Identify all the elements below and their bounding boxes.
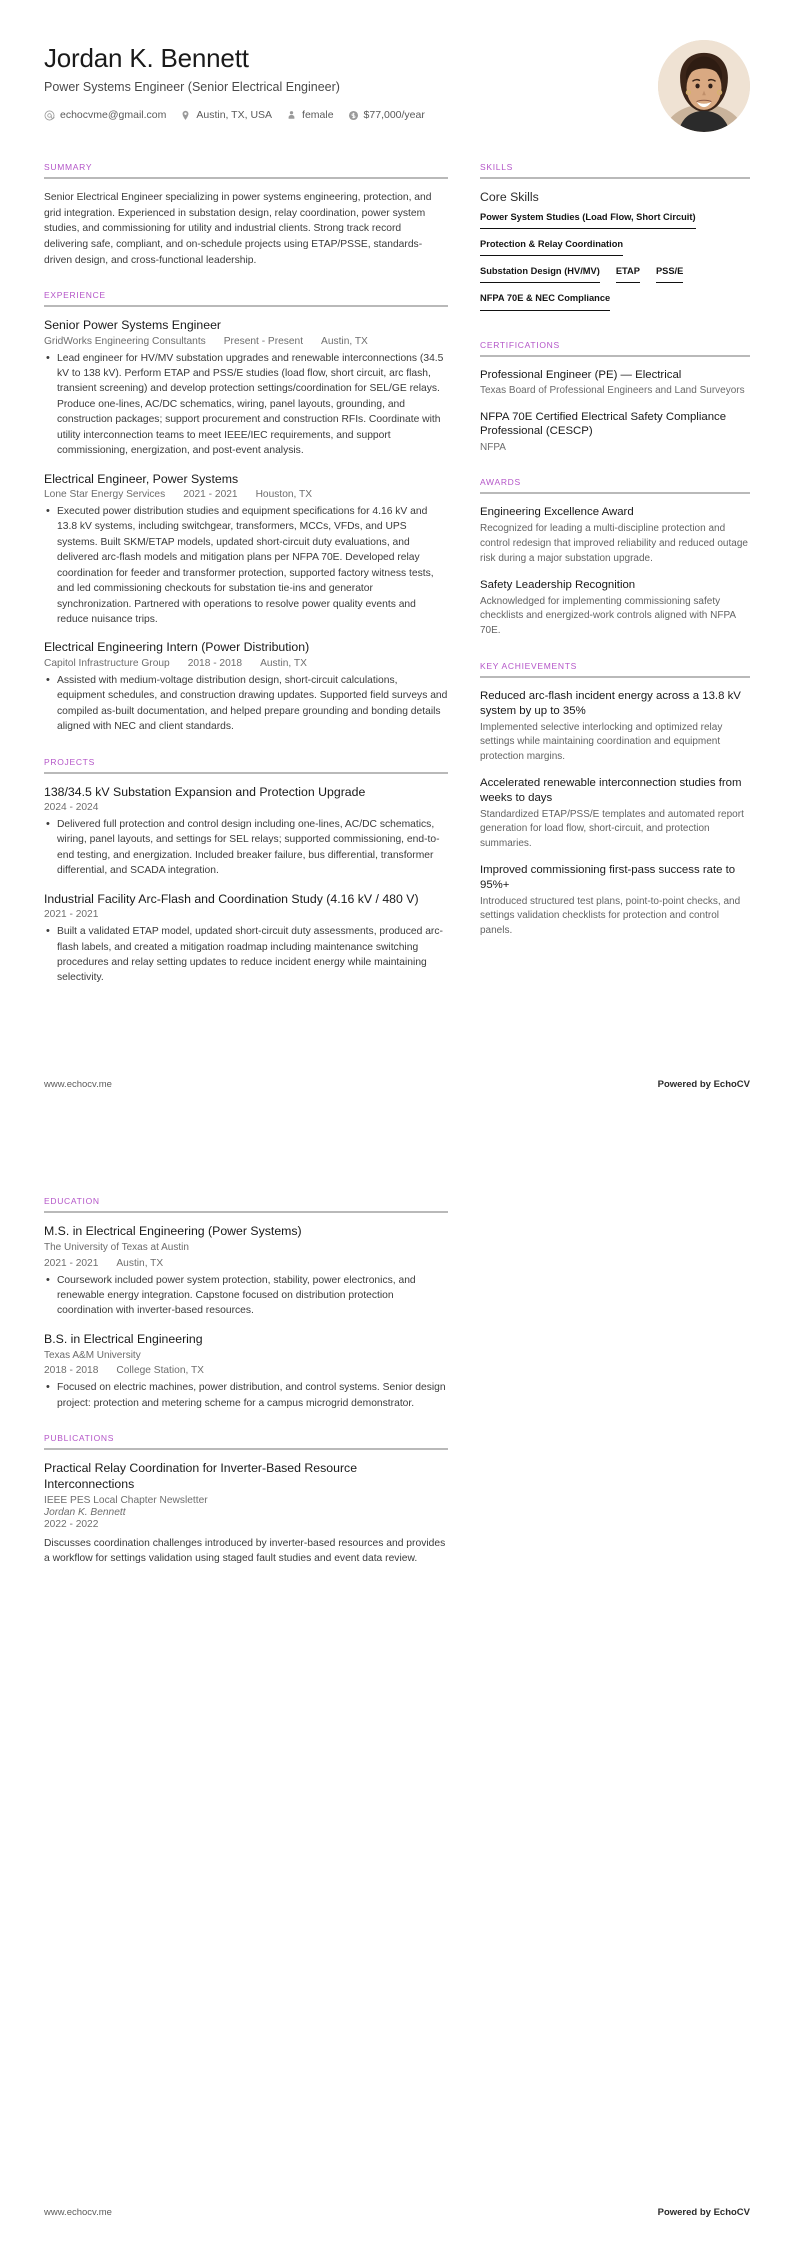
page-1-footer: [44, 1079, 750, 1090]
skill-group-name: Core Skills: [480, 190, 539, 204]
achievement-title: Reduced arc-flash incident energy across a 13.8 kV system by up to 35%: [480, 689, 741, 717]
education-meta: [44, 1365, 448, 1376]
section-heading-projects: PROJECTS: [44, 756, 95, 767]
certification-entry: [480, 410, 750, 456]
experience-bullets: [44, 351, 448, 459]
education-meta: [44, 1258, 448, 1269]
footer-website[interactable]: www.echocv.me: [44, 1079, 112, 1090]
experience-org: Capitol Infrastructure Group: [44, 657, 170, 669]
experience-meta: [44, 336, 448, 347]
experience-bullets: [44, 504, 448, 628]
experience-entry: [44, 472, 448, 628]
experience-bullets: [44, 673, 448, 735]
section-experience: [44, 290, 448, 734]
avatar: [658, 40, 750, 132]
right-column: [480, 162, 750, 961]
contact-row: [44, 109, 658, 121]
experience-location: Houston, TX: [255, 488, 313, 500]
publication-authors: Jordan K. Bennett: [44, 1506, 126, 1518]
experience-location: Austin, TX: [321, 335, 368, 347]
publication-entry: [44, 1461, 448, 1566]
award-description: Recognized for leading a multi-discipline protection and control redesign that improved reliability and reduced outage risk during a major substation upgrade.: [480, 523, 748, 564]
achievement-entry: [480, 776, 750, 852]
experience-org: Lone Star Energy Services: [44, 488, 166, 500]
certification-title: Professional Engineer (PE) — Electrical: [480, 368, 682, 381]
achievement-description: Standardized ETAP/PSS/E templates and automated report generation for load flow, short-circuit, and protection summaries.: [480, 808, 744, 850]
award-entry: [480, 505, 750, 566]
section-divider: [480, 492, 750, 494]
section-heading-awards: AWARDS: [480, 477, 521, 488]
summary-text: Senior Electrical Engineer specializing in power systems engineering, protection, and grid integration. Experienced in substation design, relay coordination, power system studies, and commissioning for utility and industrial clients. Strong track record delivering safe, compliant, and on-schedule projects using ETAP/PSSE, standards-driven design, and cross-functional leadership.: [44, 192, 432, 266]
list-item: • Assisted with medium-voltage distribution design, short-circuit calculations, equipment schedules, and construction drawing updates. Supported field surveys and compiled as-built documentation, and helped prepare grounding and bonding details aligned with NEC and client standards.: [57, 673, 448, 735]
achievement-description: Implemented selective interlocking and optimized relay settings while maintaining coordination and equipment protection margins.: [480, 721, 723, 763]
section-awards: [480, 477, 750, 638]
publication-dates: 2022 - 2022: [44, 1518, 99, 1530]
project-dates: 2024 - 2024: [44, 801, 99, 813]
achievement-title: Improved commissioning first-pass success rate to 95%+: [480, 864, 736, 891]
job-title: Power Systems Engineer (Senior Electrical Engineer): [44, 79, 340, 94]
project-title: 138/34.5 kV Substation Expansion and Protection Upgrade: [44, 784, 366, 799]
section-heading-education: EDUCATION: [44, 1196, 100, 1206]
education-entry: [44, 1332, 448, 1411]
experience-dates: 2018 - 2018: [187, 657, 243, 669]
section-summary: [44, 162, 448, 268]
project-entry: [44, 892, 448, 986]
project-dates: 2021 - 2021: [44, 909, 99, 921]
education-location: College Station, TX: [116, 1365, 204, 1377]
resume-header: [0, 0, 794, 132]
resume-page-2: [0, 1118, 794, 2246]
achievement-entry: [480, 863, 750, 939]
contact-location-label: Austin, TX, USA: [196, 109, 273, 122]
project-entry: [44, 785, 448, 879]
award-entry: [480, 578, 750, 639]
education-org: Texas A&M University: [44, 1350, 141, 1362]
education-entry: [44, 1224, 448, 1319]
contact-location: [180, 109, 272, 121]
experience-title: Electrical Engineer, Power Systems: [44, 471, 239, 486]
list-item: • Focused on electric machines, power distribution, and control systems. Senior design project: protection and metering scheme for a campus microgrid demonstrator.: [57, 1380, 448, 1411]
section-divider: [44, 305, 448, 307]
education-dates: 2021 - 2021: [44, 1257, 99, 1269]
page-title: Jordan K. Bennett: [44, 43, 249, 73]
email-icon: [44, 110, 55, 121]
footer-website[interactable]: www.echocv.me: [44, 2207, 112, 2218]
contact-email-label: echocvme@gmail.com: [60, 109, 167, 122]
section-divider: [480, 355, 750, 357]
section-skills: [480, 162, 750, 318]
skill-tag-list: [480, 212, 750, 318]
section-publications: [44, 1433, 448, 1566]
achievement-title: Accelerated renewable interconnection studies from weeks to days: [480, 776, 742, 804]
page-2-columns: [0, 1118, 794, 1589]
section-heading-experience: EXPERIENCE: [44, 290, 106, 301]
section-education: [44, 1196, 448, 1411]
publication-description: Discusses coordination challenges introduced by inverter-based resources and provides a workflow for settings validation using staged fault studies and event data review.: [44, 1537, 446, 1565]
skill-tag: PSS/E: [656, 266, 683, 283]
project-bullets: [44, 924, 448, 986]
list-item: • Lead engineer for HV/MV substation upgrades and renewable interconnections (34.5 kV to 138 kV). Perform ETAP and PSS/E studies (load flow, short circuit, arc flash, transient screening) and develop protection settings/coordination for SEL/GE relays. Produce one-lines, AC/DC schematics, wiring, panel layouts, grounding, and construction packages; support procurement and construction RFIs. Coordinate with utility interconnection teams to meet IEEE/IEC requirements, and support commissioning, energization, and post-event analysis.: [57, 351, 448, 459]
left-column-page-2: [44, 1196, 448, 1589]
experience-title: Electrical Engineering Intern (Power Distribution): [44, 640, 310, 655]
experience-dates: Present - Present: [223, 335, 304, 347]
experience-location: Austin, TX: [260, 657, 307, 669]
education-org: The University of Texas at Austin: [44, 1242, 189, 1254]
skill-tag: NFPA 70E & NEC Compliance: [480, 293, 610, 310]
section-divider: [44, 1448, 448, 1450]
contact-salary-label: $77,000/year: [363, 109, 425, 122]
section-divider: [480, 177, 750, 179]
list-item: • Delivered full protection and control design including one-lines, AC/DC schematics, wiring, panel layouts, and settings for SEL relays; supported commissioning, end-to-end testing, and energization. Included breaker failure, bus differential, transformer differential, and SCADA integration.: [57, 817, 448, 879]
education-title: M.S. in Electrical Engineering (Power Systems): [44, 1224, 302, 1238]
header-text-block: [44, 38, 658, 121]
education-location: Austin, TX: [116, 1257, 164, 1269]
achievement-entry: [480, 689, 750, 765]
achievement-description: Introduced structured test plans, point-to-point checks, and settings validation checklists for protection and control panels.: [480, 895, 741, 937]
contact-salary: [348, 109, 425, 121]
contact-gender: [286, 109, 334, 121]
section-projects: [44, 757, 448, 986]
experience-entry: [44, 318, 448, 458]
section-heading-certifications: CERTIFICATIONS: [480, 339, 560, 350]
section-heading-skills: SKILLS: [480, 162, 514, 172]
award-description: Acknowledged for implementing commissioning safety checklists and energized-work controls aligned with NFPA 70E.: [480, 595, 736, 637]
skill-tag: Protection & Relay Coordination: [480, 239, 623, 256]
skill-tag: Power System Studies (Load Flow, Short Circuit): [480, 212, 696, 229]
list-item: • Coursework included power system protection, stability, power electronics, and renewable energy integration. Capstone focused on distribution protection coordination with inverter-based resources.: [57, 1273, 448, 1319]
salary-icon: [348, 110, 359, 121]
location-pin-icon: [180, 110, 191, 121]
section-certifications: [480, 340, 750, 456]
section-key-achievements: [480, 661, 750, 939]
list-item: • Built a validated ETAP model, updated short-circuit duty assessments, produced arc-flash labels, and created a mitigation roadmap including maintenance switching procedures and relay setting updates to reduce incident energy while maintaining selectivity.: [57, 924, 448, 986]
education-bullets: [44, 1380, 448, 1411]
footer-powered-by: Powered by EchoCV: [657, 2207, 750, 2218]
certification-entry: [480, 368, 750, 399]
person-icon: [286, 110, 297, 121]
skill-tag: Substation Design (HV/MV): [480, 266, 600, 283]
section-heading-key-achievements: KEY ACHIEVEMENTS: [480, 660, 578, 671]
footer-powered-by: Powered by EchoCV: [657, 1079, 750, 1090]
left-column: [44, 162, 448, 1008]
page-2-footer: [44, 2207, 750, 2218]
award-title: Engineering Excellence Award: [480, 506, 634, 519]
experience-entry: [44, 640, 448, 734]
section-divider: [44, 772, 448, 774]
experience-meta: [44, 658, 448, 669]
page-1-columns: [0, 132, 794, 1008]
education-dates: 2018 - 2018: [44, 1365, 99, 1377]
experience-dates: 2021 - 2021: [183, 488, 238, 500]
section-heading-publications: PUBLICATIONS: [44, 1433, 115, 1444]
list-item: • Executed power distribution studies and equipment specifications for 4.16 kV and 13.8 kV systems, including switchgear, transformers, MCCs, VFDs, and UPS systems. Built SKM/ETAP models, updated short-circuit duty evaluations, and delivered arc-flash models and mitigation plans per NFPA 70E. Developed relay coordination for feeder and transformer protection, supported factory witness tests, and led commissioning checkouts for substation tie-ins and generator synchronization. Partnered with operations to resolve power quality events and reduce nuisance trips.: [57, 504, 448, 628]
experience-title: Senior Power Systems Engineer: [44, 318, 222, 333]
contact-gender-label: female: [302, 109, 334, 122]
publication-title: Practical Relay Coordination for Inverter-Based Resource Interconnections: [44, 1461, 358, 1492]
project-bullets: [44, 817, 448, 879]
contact-email[interactable]: [44, 109, 166, 121]
resume-page-1: [0, 0, 794, 1118]
section-divider: [44, 1211, 448, 1213]
award-title: Safety Leadership Recognition: [480, 578, 636, 591]
publication-source: IEEE PES Local Chapter Newsletter: [44, 1494, 208, 1506]
certification-title: NFPA 70E Certified Electrical Safety Compliance Professional (CESCP): [480, 410, 727, 438]
section-divider: [44, 177, 448, 179]
certification-issuer: Texas Board of Professional Engineers and Land Surveyors: [480, 385, 745, 397]
education-bullets: [44, 1273, 448, 1319]
experience-meta: [44, 489, 448, 500]
skill-tag: ETAP: [616, 266, 640, 283]
experience-org: GridWorks Engineering Consultants: [44, 335, 206, 347]
education-title: B.S. in Electrical Engineering: [44, 1331, 203, 1346]
project-title: Industrial Facility Arc-Flash and Coordination Study (4.16 kV / 480 V): [44, 891, 419, 906]
certification-issuer: NFPA: [480, 442, 506, 454]
section-divider: [480, 676, 750, 678]
section-heading-summary: SUMMARY: [44, 162, 93, 172]
